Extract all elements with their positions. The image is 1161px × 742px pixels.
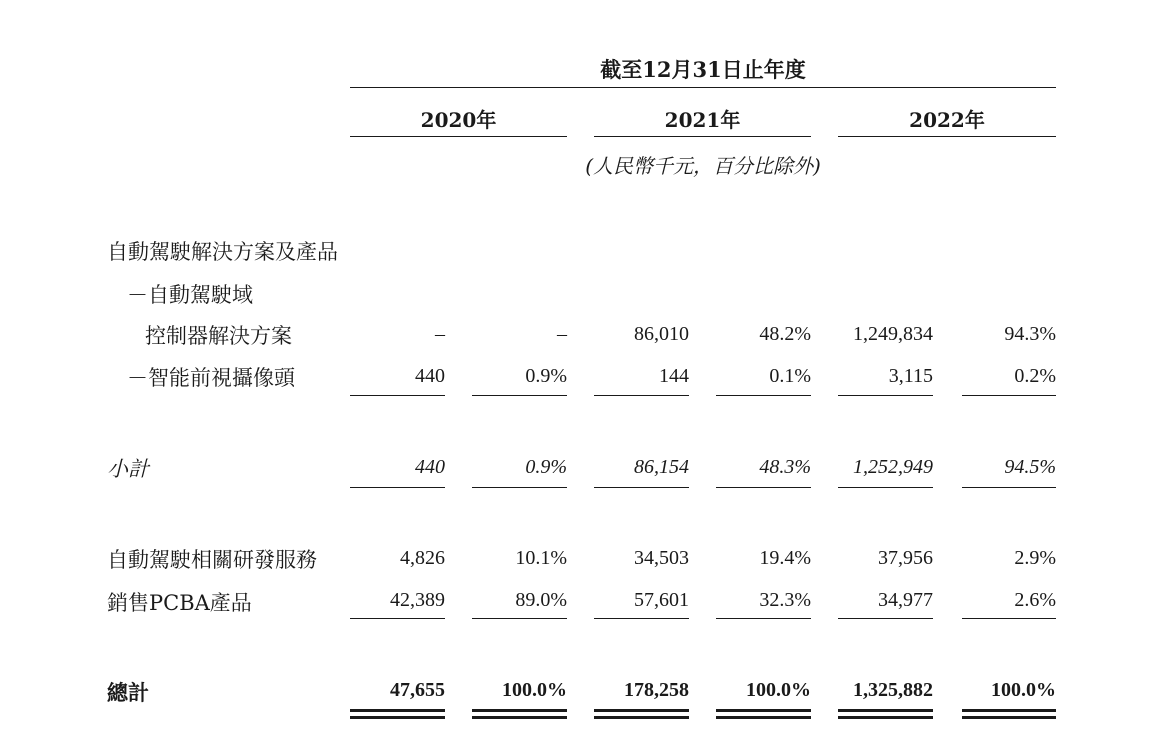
year-2020-rule bbox=[350, 136, 567, 137]
underline bbox=[962, 487, 1056, 488]
cell-domain-controller-2020-pct: – bbox=[557, 323, 567, 345]
underline bbox=[962, 395, 1056, 396]
underline bbox=[838, 487, 933, 488]
underline bbox=[350, 395, 445, 396]
year-2022-rule bbox=[838, 136, 1056, 137]
year-2021-header: 2021年 bbox=[664, 108, 741, 132]
cell-front-camera-2020-amount: 440 bbox=[415, 365, 445, 387]
underline bbox=[716, 395, 811, 396]
underline bbox=[838, 618, 933, 619]
cell-front-camera-2021-amount: 144 bbox=[659, 365, 689, 387]
cell-domain-controller-2022-pct: 94.3% bbox=[1004, 323, 1056, 345]
cell-rd-services-2020-pct: 10.1% bbox=[515, 547, 567, 569]
row-label-domain-controller-1: －自動駕駛域 bbox=[127, 283, 253, 307]
year-2020-header: 2020年 bbox=[420, 108, 497, 132]
underline bbox=[838, 395, 933, 396]
cell-total-2021-amount: 178,258 bbox=[624, 679, 689, 701]
underline bbox=[594, 487, 689, 488]
cell-subtotal-2021-pct: 48.3% bbox=[759, 456, 811, 478]
cell-pcba-2021-pct: 32.3% bbox=[759, 589, 811, 611]
underline bbox=[472, 395, 567, 396]
cell-rd-services-2022-pct: 2.9% bbox=[1014, 547, 1056, 569]
cell-pcba-2022-amount: 34,977 bbox=[878, 589, 933, 611]
cell-total-2020-amount: 47,655 bbox=[390, 679, 445, 701]
cell-domain-controller-2021-pct: 48.2% bbox=[759, 323, 811, 345]
header-rule bbox=[350, 87, 1056, 88]
cell-total-2022-amount: 1,325,882 bbox=[853, 679, 933, 701]
cell-pcba-2021-amount: 57,601 bbox=[634, 589, 689, 611]
row-label-ad-solutions: 自動駕駛解決方案及產品 bbox=[107, 240, 338, 264]
cell-subtotal-2022-amount: 1,252,949 bbox=[853, 456, 933, 478]
cell-rd-services-2021-amount: 34,503 bbox=[634, 547, 689, 569]
row-label-subtotal: 小計 bbox=[107, 457, 149, 481]
underline bbox=[472, 618, 567, 619]
underline bbox=[350, 487, 445, 488]
cell-domain-controller-2021-amount: 86,010 bbox=[634, 323, 689, 345]
underline bbox=[716, 618, 811, 619]
cell-subtotal-2020-amount: 440 bbox=[415, 456, 445, 478]
row-label-pcba: 銷售PCBA產品 bbox=[107, 591, 252, 615]
cell-subtotal-2022-pct: 94.5% bbox=[1004, 456, 1056, 478]
underline bbox=[350, 618, 445, 619]
double-underline bbox=[472, 709, 567, 719]
cell-subtotal-2020-pct: 0.9% bbox=[525, 456, 567, 478]
cell-pcba-2020-pct: 89.0% bbox=[515, 589, 567, 611]
row-label-total: 總計 bbox=[107, 680, 149, 705]
cell-total-2022-pct: 100.0% bbox=[991, 679, 1056, 701]
underline bbox=[594, 395, 689, 396]
cell-front-camera-2022-amount: 3,115 bbox=[888, 365, 933, 387]
year-2021-rule bbox=[594, 136, 811, 137]
row-label-domain-controller-2: 控制器解決方案 bbox=[145, 324, 292, 348]
underline bbox=[962, 618, 1056, 619]
cell-domain-controller-2020-amount: – bbox=[435, 323, 445, 345]
cell-subtotal-2021-amount: 86,154 bbox=[634, 456, 689, 478]
double-underline bbox=[350, 709, 445, 719]
cell-pcba-2022-pct: 2.6% bbox=[1014, 589, 1056, 611]
period-title: 截至12月31日止年度 bbox=[600, 57, 806, 82]
underline bbox=[594, 618, 689, 619]
cell-front-camera-2021-pct: 0.1% bbox=[769, 365, 811, 387]
cell-rd-services-2021-pct: 19.4% bbox=[759, 547, 811, 569]
underline bbox=[716, 487, 811, 488]
double-underline bbox=[838, 709, 933, 719]
cell-total-2020-pct: 100.0% bbox=[502, 679, 567, 701]
year-2022-header: 2022年 bbox=[909, 108, 985, 132]
cell-domain-controller-2022-amount: 1,249,834 bbox=[853, 323, 933, 345]
cell-front-camera-2020-pct: 0.9% bbox=[525, 365, 567, 387]
row-label-front-camera: －智能前視攝像頭 bbox=[127, 366, 295, 390]
double-underline bbox=[962, 709, 1056, 719]
double-underline bbox=[716, 709, 811, 719]
row-label-rd-services: 自動駕駛相關研發服務 bbox=[107, 548, 317, 572]
double-underline bbox=[594, 709, 689, 719]
cell-front-camera-2022-pct: 0.2% bbox=[1014, 365, 1056, 387]
underline bbox=[472, 487, 567, 488]
unit-note: (人民幣千元，百分比除外) bbox=[585, 154, 821, 178]
cell-total-2021-pct: 100.0% bbox=[746, 679, 811, 701]
cell-rd-services-2020-amount: 4,826 bbox=[400, 547, 445, 569]
cell-rd-services-2022-amount: 37,956 bbox=[878, 547, 933, 569]
cell-pcba-2020-amount: 42,389 bbox=[390, 589, 445, 611]
